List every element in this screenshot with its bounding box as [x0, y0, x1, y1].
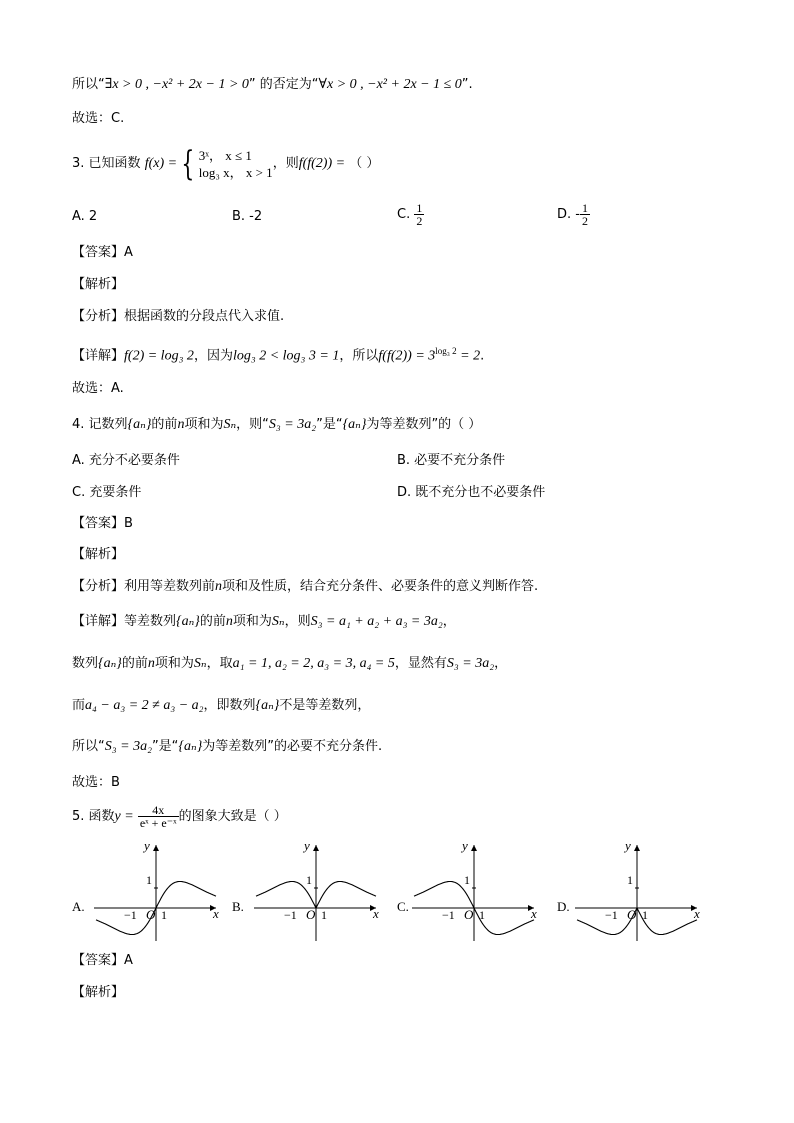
option-label-1: B.	[232, 899, 244, 914]
y-axis-label: y	[304, 838, 310, 853]
y-axis-label: y	[625, 838, 631, 853]
q5-analysis-label: 【解析】	[72, 985, 125, 1000]
origin-label: O	[306, 907, 316, 922]
y-tick-one: 1	[146, 873, 152, 887]
tick-neg-one: −1	[284, 908, 297, 922]
y-tick-one: 1	[306, 873, 312, 887]
function-fraction: $\frac{4x}{\text{eˣ + e⁻ˣ}}$	[139, 803, 177, 830]
origin-label: O	[627, 907, 637, 922]
tick-neg-one: −1	[442, 908, 455, 922]
q4-detail-line-1: 【详解】等差数列{aₙ}的前n项和为Sₙ，则S₃ = a₁ + a₂ + a₃ = 3a₂，	[72, 614, 456, 629]
y-axis-arrow	[153, 845, 159, 851]
exists-statement: ∃x > 0 , −x² + 2x − 1 > 0	[104, 77, 249, 92]
graph-options	[0, 838, 794, 948]
tick-one: 1	[321, 908, 327, 922]
option-label-2: C.	[397, 899, 409, 914]
q3-choice-c[interactable]: C. $\frac{1}{2}$	[397, 201, 423, 228]
q3-choice-b[interactable]: B. -2	[232, 209, 263, 224]
question-3-stem: 3. 已知函数 f(x) = { 3ˣ， x ≤ 1 log₃ x， x > 1 ，则f(f(2)) = （ ）	[72, 143, 380, 184]
tick-neg-one: −1	[605, 908, 618, 922]
y-tick-one: 1	[464, 873, 470, 887]
x-axis-label: x	[694, 906, 700, 921]
q4-choice-b[interactable]: B. 必要不充分条件	[397, 453, 506, 468]
y-axis-arrow	[471, 845, 477, 851]
y-axis-label: y	[144, 838, 150, 853]
q3-answer: 【答案】A	[72, 245, 133, 260]
x-axis-label: x	[213, 906, 219, 921]
x-axis-label: x	[531, 906, 537, 921]
q4-detail-line-3: 而a₄ − a₃ = 2 ≠ a₃ − a₂，即数列{aₙ}不是等差数列，	[72, 698, 371, 713]
q4-analysis-label: 【解析】	[72, 547, 125, 562]
fraction-one-half: $\frac{1}{2}$	[416, 201, 423, 228]
q4-choice-d[interactable]: D. 既不充分也不必要条件	[397, 485, 546, 500]
q5-answer: 【答案】A	[72, 953, 133, 968]
q4-answer: 【答案】B	[72, 516, 133, 531]
y-axis-arrow	[313, 845, 319, 851]
left-brace: {	[181, 143, 195, 184]
y-axis-arrow	[634, 845, 640, 851]
fraction-one-half: $\frac{1}{2}$	[581, 201, 588, 228]
q3-xiangjie: 【详解】f(2) = log₃ 2，因为log₃ 2 < log₃ 3 = 1，所以$f(f(2)) = 3^{log_3 2} = 2$.	[72, 346, 485, 364]
q3-choice-a[interactable]: A. 2	[72, 209, 98, 224]
tick-one: 1	[642, 908, 648, 922]
x-axis-label: x	[373, 906, 379, 921]
q3-choice-d[interactable]: D. - $\frac{1}{2}$	[557, 201, 588, 228]
question-5-stem: 5. 函数y = $\frac{4x}{\text{eˣ + e⁻ˣ}}$ 的图象大致是（ ）	[72, 803, 287, 830]
q4-choice-c[interactable]: C. 充要条件	[72, 485, 142, 500]
q4-fenxi: 【分析】利用等差数列前n项和及性质，结合充分条件、必要条件的意义判断作答.	[72, 579, 539, 594]
y-axis-label: y	[462, 838, 468, 853]
forall-statement: ∀x > 0 , −x² + 2x − 1 ≤ 0	[318, 77, 462, 92]
piecewise-cases: 3ˣ， x ≤ 1 log₃ x， x > 1	[198, 147, 273, 180]
q3-fenxi: 【分析】根据函数的分段点代入求值.	[72, 309, 285, 324]
q4-detail-line-2: 数列{aₙ}的前n项和为Sₙ，取a₁ = 1, a₂ = 2, a₃ = 3, a₄ = 5，显然有S₃ = 3a₂，	[72, 656, 508, 671]
select-line-prev: 故选：C.	[72, 111, 125, 126]
q3-analysis-label: 【解析】	[72, 277, 125, 292]
q4-choice-a[interactable]: A. 充分不必要条件	[72, 453, 180, 468]
origin-label: O	[464, 907, 474, 922]
q3-select: 故选：A.	[72, 381, 124, 396]
origin-label: O	[146, 907, 156, 922]
tick-one: 1	[161, 908, 167, 922]
q4-select: 故选：B	[72, 775, 120, 790]
option-label-3: D.	[557, 899, 570, 914]
negation-line: 所以“∃x > 0 , −x² + 2x − 1 > 0” 的否定为“∀x > 0 , −x² + 2x − 1 ≤ 0”.	[72, 77, 473, 92]
tick-neg-one: −1	[124, 908, 137, 922]
y-tick-one: 1	[627, 873, 633, 887]
option-label-0: A.	[72, 899, 85, 914]
tick-one: 1	[479, 908, 485, 922]
question-4-stem: 4. 记数列{aₙ}的前n项和为Sₙ，则“S₃ = 3a₂”是“{aₙ}为等差数列”的（ ）	[72, 417, 482, 432]
q4-detail-line-4: 所以“S₃ = 3a₂”是“{aₙ}为等差数列”的必要不充分条件.	[72, 739, 383, 754]
